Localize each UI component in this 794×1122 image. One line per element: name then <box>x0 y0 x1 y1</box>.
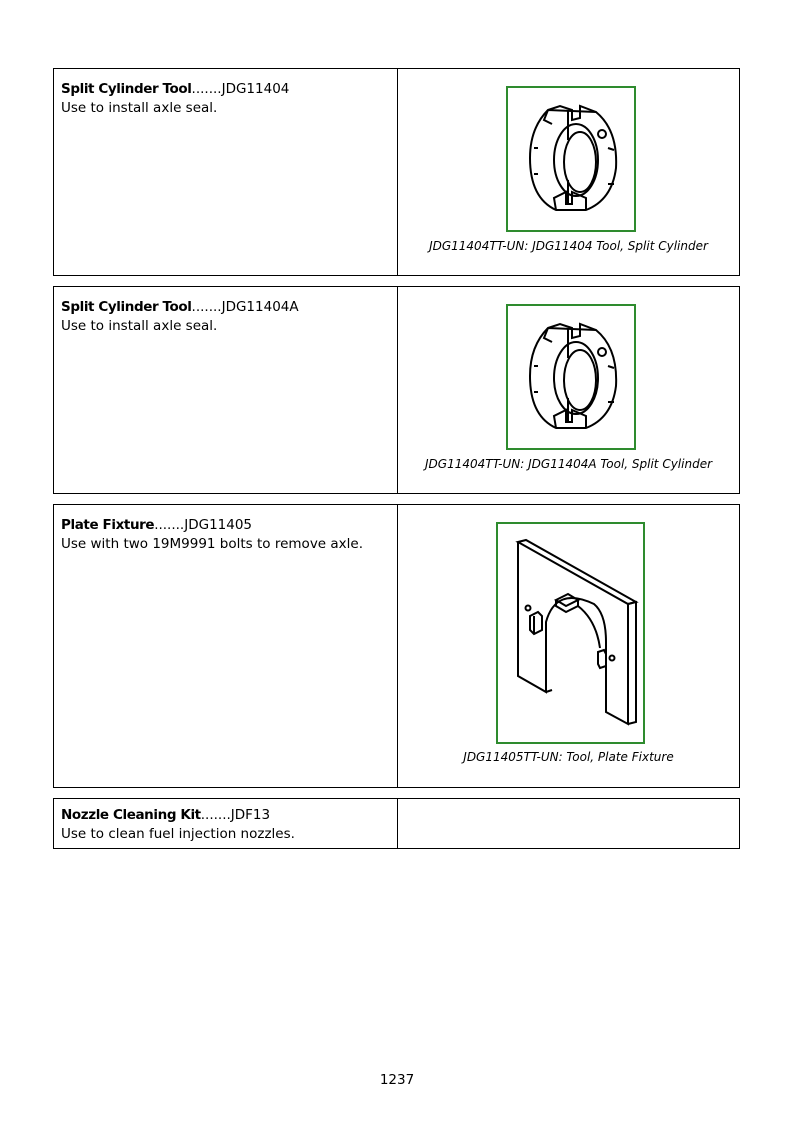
split-cylinder-drawing <box>508 306 634 448</box>
tool-description: Use to clean fuel injection nozzles. <box>61 826 295 842</box>
tool-name: Split Cylinder Tool <box>61 81 192 97</box>
tool-table-2 <box>53 286 740 494</box>
tool-title <box>61 516 390 535</box>
tool-info-cell <box>54 505 398 787</box>
tool-description: Use to install axle seal. <box>61 100 218 116</box>
tool-part-number: JDG11404A <box>221 299 299 315</box>
tool-table-3 <box>53 504 740 788</box>
tool-name: Nozzle Cleaning Kit <box>61 807 201 823</box>
figure-caption: JDG11404TT-UN: JDG11404A Tool, Split Cylinder <box>424 457 713 471</box>
tool-description: Use to install axle seal. <box>61 318 218 334</box>
tool-dots: ....... <box>200 807 231 823</box>
tool-title <box>61 298 390 317</box>
tool-table-4 <box>53 798 740 849</box>
tool-figure-cell <box>398 287 739 493</box>
tool-info-cell <box>54 287 398 493</box>
tool-title <box>61 80 390 99</box>
tool-description: Use with two 19M9991 bolts to remove axle. <box>61 536 364 552</box>
tool-dots: ....... <box>191 299 222 315</box>
figure-caption: JDG11405TT-UN: Tool, Plate Fixture <box>463 750 674 764</box>
tool-dots: ....... <box>154 517 185 533</box>
plate-fixture-figure <box>496 522 645 744</box>
tool-figure-cell <box>398 799 739 848</box>
figure-caption: JDG11404TT-UN: JDG11404 Tool, Split Cylinder <box>429 239 708 253</box>
tool-figure-cell <box>398 505 739 787</box>
tool-name: Split Cylinder Tool <box>61 299 192 315</box>
tool-name: Plate Fixture <box>61 517 155 533</box>
tool-part-number: JDF13 <box>230 807 271 823</box>
tool-title <box>61 806 390 825</box>
split-cylinder-drawing <box>508 88 634 230</box>
tool-part-number: JDG11404 <box>221 81 290 97</box>
split-cylinder-figure <box>506 304 636 450</box>
page-number: 1237 <box>379 1072 415 1088</box>
tool-figure-cell <box>398 69 739 275</box>
tool-part-number: JDG11405 <box>184 517 253 533</box>
tool-table-1 <box>53 68 740 276</box>
plate-fixture-drawing <box>498 524 643 742</box>
split-cylinder-figure <box>506 86 636 232</box>
tool-info-cell <box>54 69 398 275</box>
tool-info-cell <box>54 799 398 848</box>
tool-dots: ....... <box>191 81 222 97</box>
